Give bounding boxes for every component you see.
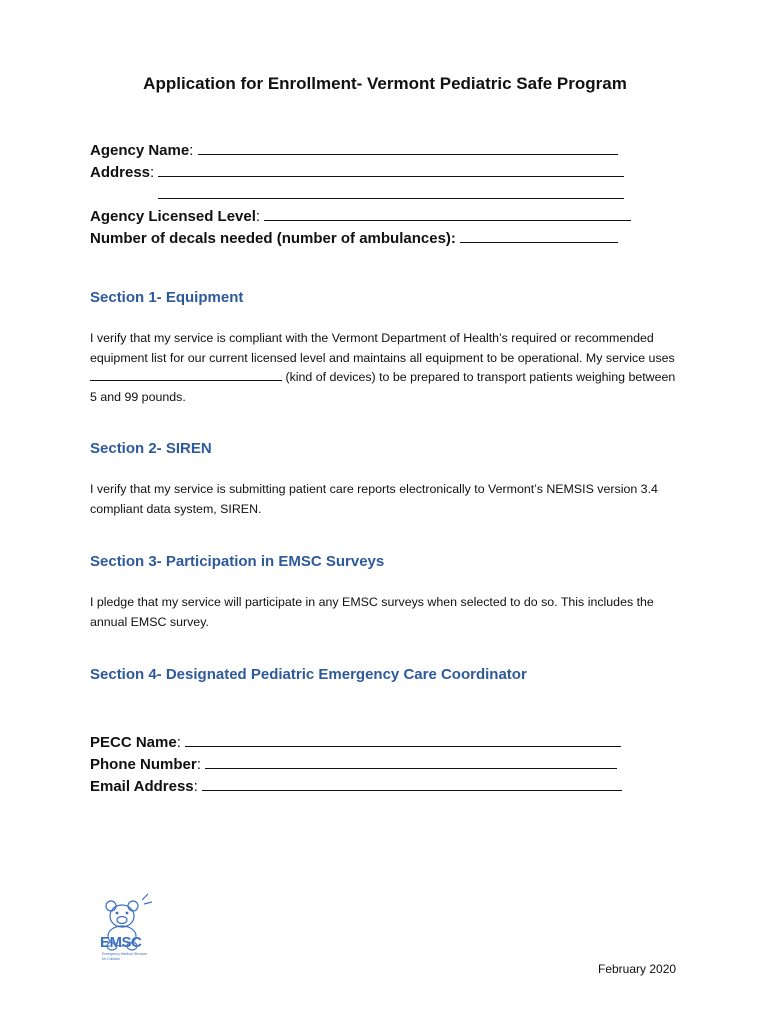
pecc-name-label: PECC Name xyxy=(90,734,177,751)
section-2-text: I verify that my service is submitting patient care reports electronically to Vermont’s NEMSIS version 3.4 compliant data system, SIREN. xyxy=(90,482,658,516)
email-address-label: Email Address xyxy=(90,778,194,795)
phone-number-label: Phone Number xyxy=(90,756,197,773)
phone-number-row: Phone Number: xyxy=(90,754,617,773)
decals-label: Number of decals needed (number of ambulances): xyxy=(90,230,456,247)
phone-number-input[interactable] xyxy=(205,754,617,769)
address-label: Address xyxy=(90,164,151,181)
page-title: Application for Enrollment- Vermont Pediatric Safe Program xyxy=(143,74,627,93)
section-1-text-after: (kind of devices) to be prepared to transport patients weighing between 5 and 99 pounds. xyxy=(90,370,676,404)
decals-input[interactable] xyxy=(460,228,618,243)
section-3-text: I pledge that my service will participate in any EMSC surveys when selected to do so. This includes the annual EMSC survey. xyxy=(90,595,654,629)
emsc-logo xyxy=(98,892,154,970)
section-2-heading: Section 2- SIREN xyxy=(90,440,212,457)
footer-date: February 2020 xyxy=(598,962,677,976)
licensed-level-row: Agency Licensed Level: xyxy=(90,206,631,225)
logo-text: EMSC xyxy=(100,934,142,951)
agency-name-label: Agency Name xyxy=(90,142,190,159)
email-address-input[interactable] xyxy=(202,776,622,791)
agency-name-row: Agency Name: xyxy=(90,140,618,159)
agency-name-input[interactable] xyxy=(198,140,618,155)
licensed-level-label: Agency Licensed Level xyxy=(90,208,256,225)
section-1-text-before: I verify that my service is compliant with the Vermont Department of Health’s required or recommended equipment list for our current licensed level and maintains all equipment to be operational. My service uses xyxy=(90,331,675,365)
address-input-line2[interactable] xyxy=(158,184,624,199)
section-4-heading: Section 4- Designated Pediatric Emergency Care Coordinator xyxy=(90,666,527,683)
address-input-line1[interactable] xyxy=(158,162,624,177)
address-row-2 xyxy=(158,184,624,203)
logo-caption: Emergency Medical Services for Children xyxy=(102,952,148,961)
pecc-name-row: PECC Name: xyxy=(90,732,621,751)
section-3-heading: Section 3- Participation in EMSC Surveys xyxy=(90,553,385,570)
section-1-heading: Section 1- Equipment xyxy=(90,289,244,306)
pecc-name-input[interactable] xyxy=(185,732,621,747)
licensed-level-input[interactable] xyxy=(264,206,631,221)
decals-row xyxy=(90,228,618,247)
address-row: Address: xyxy=(90,162,624,181)
device-kind-input[interactable] xyxy=(90,368,282,381)
email-address-row: Email Address: xyxy=(90,776,622,795)
section-1-text xyxy=(90,329,680,407)
